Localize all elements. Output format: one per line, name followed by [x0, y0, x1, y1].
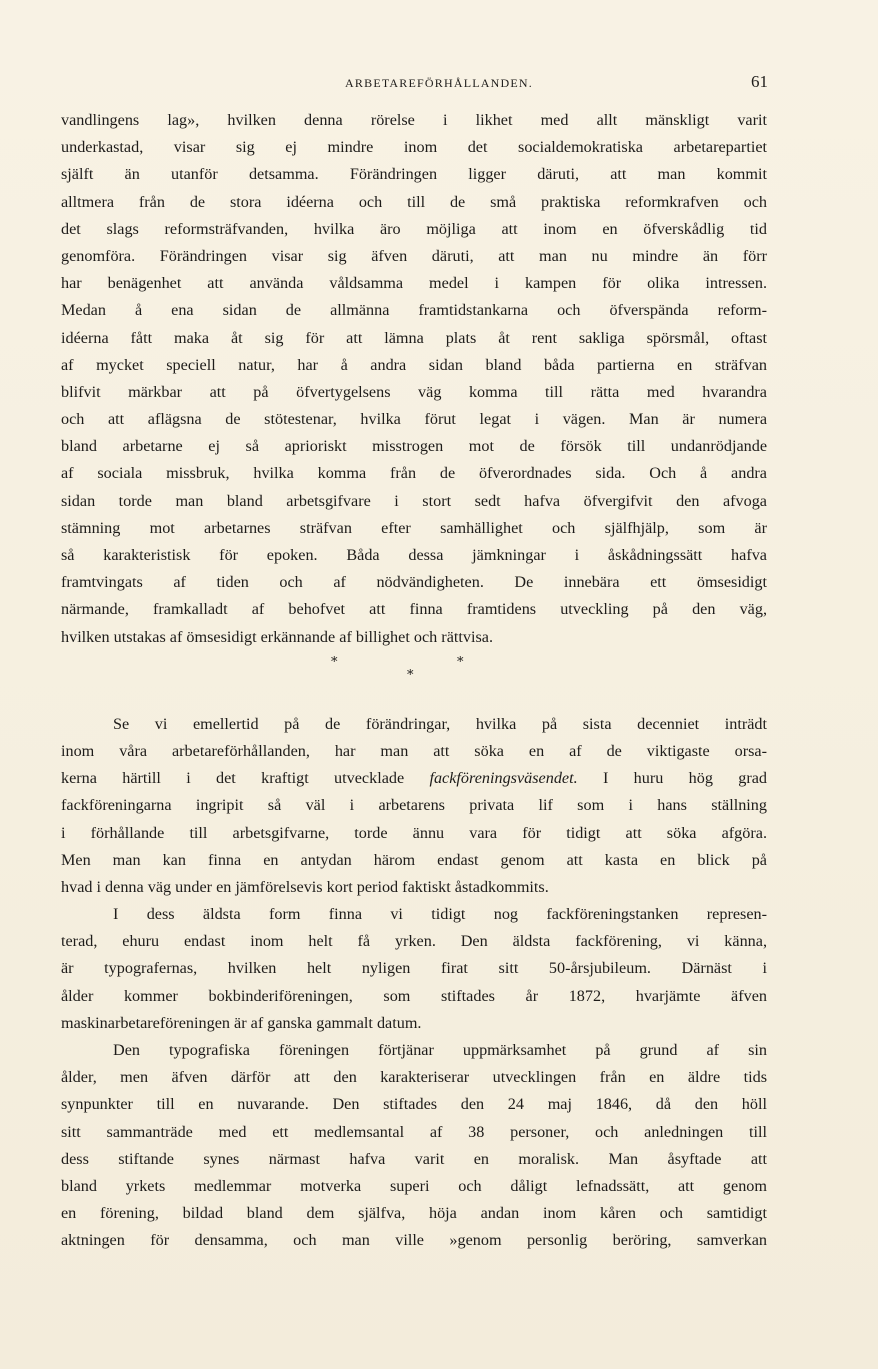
text-line: ålder, men äfven därför att den karakteriserar utvecklingen från en äldre tids [61, 1068, 767, 1087]
text-line: dess stiftande synes närmast hafva varit en moralisk. Man åsyftade att [61, 1149, 767, 1168]
text-line: en förening, bildad bland dem själfva, höja andan inom kåren och samtidigt [61, 1204, 767, 1223]
text-line: alltmera från de stora idéerna och till de små praktiska reformkrafven och [61, 192, 767, 211]
text-line: terad, ehuru endast inom helt få yrken. Den äldsta fackförening, vi känna, [61, 932, 767, 951]
text-line: ålder kommer bokbinderiföreningen, som stiftades år 1872, hvarjämte äfven [61, 986, 767, 1005]
asterisk-mark: * [457, 654, 464, 670]
text-line: fackföreningarna ingripit så väl i arbetarens privata lif som i hans ställning [61, 796, 767, 815]
asterisk-mark: * [331, 654, 338, 670]
paragraph-2 [61, 711, 767, 901]
text-line: blifvit märkbar att på öfvertygelsens väg komma till rätta med hvarandra [61, 382, 767, 401]
text-line: sidan torde man bland arbetsgifvare i stort sedt hafva öfvergifvit den afvoga [61, 491, 767, 510]
text-line: i förhållande till arbetsgifvarne, torde ännu vara för tidigt att söka afgöra. [61, 823, 767, 842]
emphasized-term: fackföreningsväsendet. [429, 769, 578, 788]
text-line: bland yrkets medlemmar motverka superi och dåligt lefnadssätt, att genom [61, 1176, 767, 1195]
text-line: genomföra. Förändringen visar sig äfven däruti, att man nu mindre än förr [61, 246, 767, 265]
text-fragment: I huru hög grad [577, 769, 767, 788]
text-line: framtvingats af tiden och af nödvändigheten. De innebära ett ömsesidigt [61, 573, 767, 592]
text-line: hvad i denna väg under en jämförelsevis kort period faktiskt åstadkommits. [61, 877, 549, 896]
text-line: Den typografiska föreningen förtjänar uppmärksamhet på grund af sin [113, 1041, 767, 1059]
text-line: underkastad, visar sig ej mindre inom det socialdemokratiska arbetarepartiet [61, 138, 767, 157]
text-line: bland arbetarne ej så aprioriskt misstrogen mot de försök till undanrödjande [61, 437, 767, 456]
text-line: af mycket speciell natur, har å andra sidan bland båda partierna en sträfvan [61, 355, 767, 374]
text-line: maskinarbetareföreningen är af ganska gammalt datum. [61, 1013, 422, 1032]
text-line: närmande, framkalladt af behofvet att finna framtidens utveckling på den väg, [61, 600, 767, 619]
text-line: Medan å ena sidan de allmänna framtidstankarna och öfverspända reform- [61, 301, 767, 320]
text-line: och att aflägsna de stötestenar, hvilka förut legat i vägen. Man är numera [61, 410, 767, 429]
text-line: stämning mot arbetarnes sträfvan efter samhällighet och själfhjälp, som är [61, 518, 767, 537]
paragraph-4 [61, 1037, 767, 1255]
text-line [61, 765, 767, 792]
text-line: aktningen för densamma, och man ville »genom personlig beröring, samverkan [61, 1231, 767, 1250]
text-line: hvilken utstakas af ömsesidigt erkännande af billighet och rättvisa. [61, 627, 493, 646]
text-line: sitt sammanträde med ett medlemsantal af 38 personer, och anledningen till [61, 1122, 767, 1141]
text-fragment: kerna härtill i det kraftigt utvecklade [61, 769, 430, 788]
text-line: af sociala missbruk, hvilka komma från de öfverordnades sida. Och å andra [61, 464, 767, 483]
text-line: har benägenhet att använda våldsamma medel i kampen för olika intressen. [61, 274, 767, 293]
text-line: själft än utanför detsamma. Förändringen ligger däruti, att man kommit [61, 165, 767, 184]
text-line: Se vi emellertid på de förändringar, hvilka på sista decenniet inträdt [113, 714, 767, 733]
page-header [0, 72, 878, 96]
text-line: synpunkter till en nuvarande. Den stiftades den 24 maj 1846, då den höll [61, 1095, 767, 1114]
running-title: ARBETAREFÖRHÅLLANDEN. [345, 76, 533, 90]
body-text [61, 107, 767, 1255]
text-line: det slags reformsträfvanden, hvilka äro möjliga att inom en öfverskådlig tid [61, 219, 767, 238]
asterisk-mark: * [407, 667, 414, 683]
text-line: Men man kan finna en antydan härom endast genom att kasta en blick på [61, 850, 767, 869]
text-line: vandlingens lag», hvilken denna rörelse i likhet med allt mänskligt varit [61, 111, 767, 129]
text-line: är typografernas, hvilken helt nyligen firat sitt 50-årsjubileum. Därnäst i [61, 959, 767, 978]
page-number: 61 [751, 72, 768, 91]
text-line: I dess äldsta form finna vi tidigt nog fackföreningstanken represen- [113, 905, 767, 924]
paragraph-1 [61, 107, 767, 651]
paragraph-3 [61, 901, 767, 1037]
text-line: inom våra arbetareförhållanden, har man att söka en af de viktigaste orsa- [61, 741, 767, 760]
text-line: så karakteristisk för epoken. Båda dessa jämkningar i åskådningssätt hafva [61, 546, 767, 564]
section-break-asterism [61, 655, 767, 697]
text-line: idéerna fått maka åt sig för att lämna plats åt rent sakliga spörsmål, oftast [61, 328, 767, 347]
